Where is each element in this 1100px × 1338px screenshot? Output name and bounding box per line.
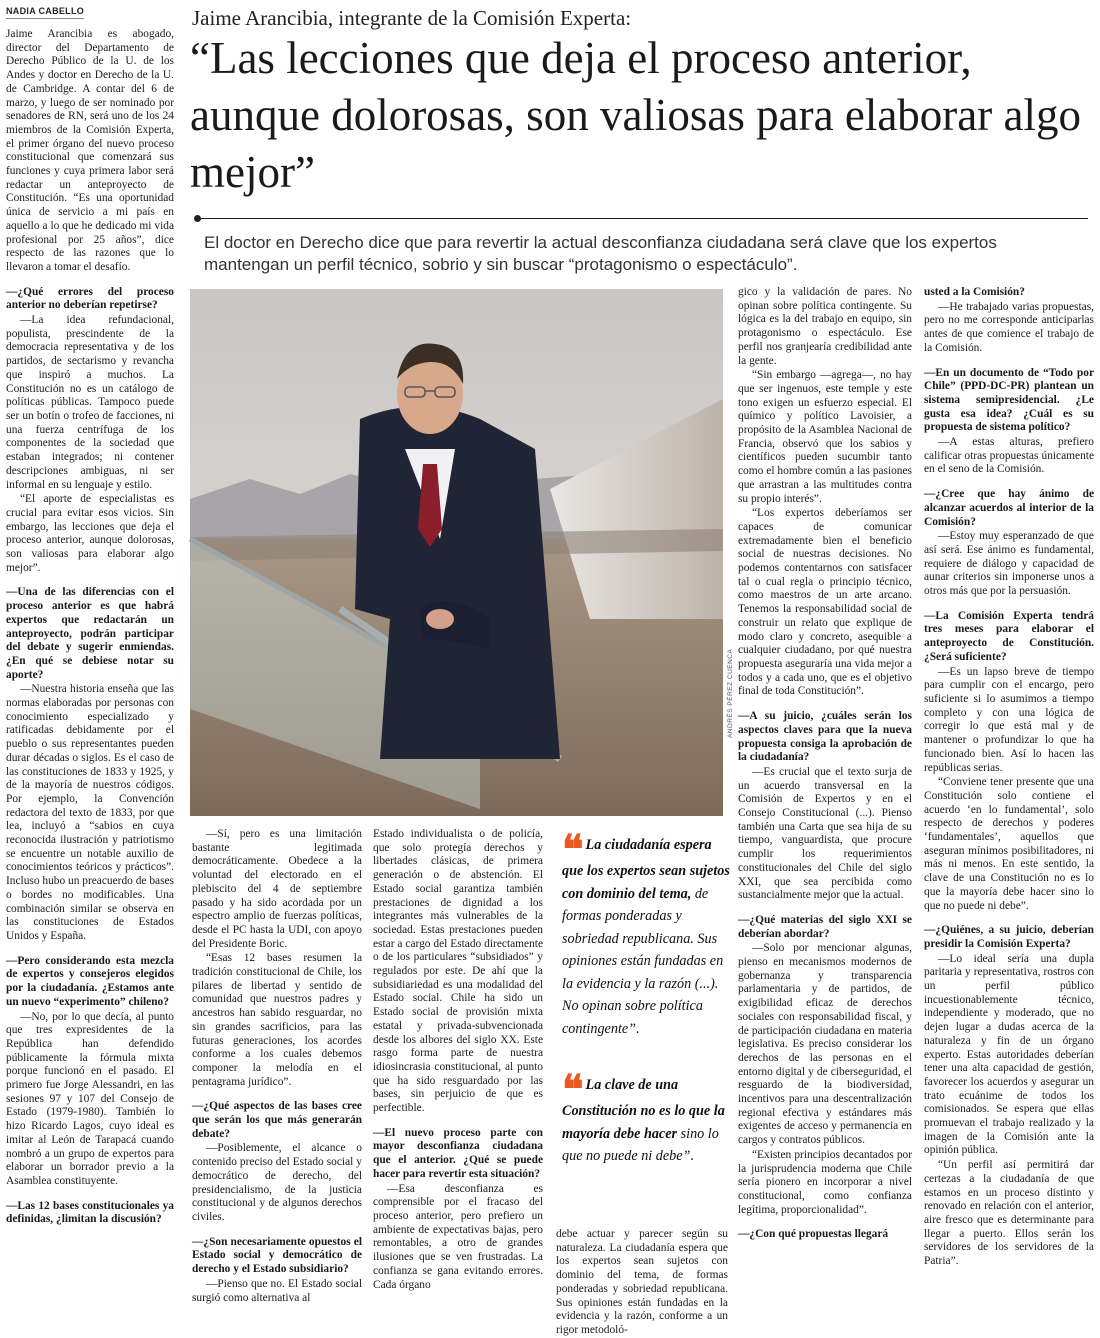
column-4 xyxy=(738,286,912,1320)
portrait-photo xyxy=(190,289,723,816)
question: —¿Cree que hay ánimo de alcanzar acuerdos al interior de la Comisión? xyxy=(924,488,1094,528)
column-2 xyxy=(192,828,362,1320)
answer: debe actuar y parecer según su naturaleza. La ciudadanía espera que los expertos sean sujetos con dominio del tema, de formas ponderadas y sobriedad republicana. Sus opiniones están fundadas en la evidencia y la razón, conforme a un rigor metodoló- xyxy=(556,1228,728,1336)
answer: “Conviene tener presente que una Constitución solo contiene el acuerdo ‘en lo fundamental’, solo respecto de derechos y poderes ‘fundamentales’, aquellos que aseguran mínimos posibilitadores, ni más ni menos. En este sentido, la clave de una Constitución no es lo que la mayoría debe hacer sino lo que no puede ni debe”. xyxy=(924,776,1094,912)
answer: —Sí, pero es una limitación bastante legitimada democráticamente. Obedece a la voluntad del electorado en el plebiscito del 4 de septiembre pasado y ha sido acordada por un espectro amplio de fuerzas políticas, desde el PC hasta la UDI, con apoyo del Presidente Boric. xyxy=(192,828,362,950)
column-3b xyxy=(556,1228,728,1336)
question: —Una de las diferencias con el proceso anterior es que habrá expertos que redactarán un anteproyecto, podrán participar del debate y sugerir enmiendas. ¿En qué se debiese notar su aporte? xyxy=(6,586,174,681)
question: —Las 12 bases constitucionales ya definidas, ¿limitan la discusión? xyxy=(6,1199,174,1226)
question: usted a la Comisión? xyxy=(924,286,1025,298)
question: —¿Quiénes, a su juicio, deberían presidir la Comisión Experta? xyxy=(924,924,1094,950)
headline: “Las lecciones que deja el proceso anterior, aunque dolorosas, son valiosas para elaborar algo mejor” xyxy=(190,33,1081,197)
answer: —Pienso que no. El Estado social surgió como alternativa al xyxy=(192,1277,362,1304)
pull-quote-text: de formas ponderadas y sobriedad republicana. Sus opiniones están fundadas en la evidencia y la razón (...). No opinan sobre política contingente”. xyxy=(562,885,724,1037)
answer: —Es un lapso breve de tiempo para cumplir con el encargo, pero suficiente si lo asumimos a tiempo completo y con una lógica de corregir lo que está mal y de mantener o profundizar lo que ha funcionado bien. Así lo hacen las repúblicas serias. xyxy=(924,665,1094,774)
pull-quote xyxy=(562,826,734,1040)
answer: Estado individualista o de policía, que solo protegía derechos y libertades clásicas, de primera generación o de abstención. El Estado social garantiza también prestaciones de dignidad a los integrantes más vulnerables de la sociedad. Estas prestaciones pueden estar a cargo del Estado directamente o de los particulares “subsidiados” y regulados por este. De ahí que la subsidiariedad es una modalidad del Estado social. Chile ha sido un Estado social de provisión mixta estatal y privada-subvencionada desde los albores del siglo XX. Este rasgo forma parte de nuestra idiosincrasia constitucional, al punto que ha sido resguardado por las bases, sin perjuicio de que es perfectible. xyxy=(373,828,543,1115)
question: —El nuevo proceso parte con mayor desconfianza ciudadana que el anterior. ¿Qué se puede hacer para revertir esta situación? xyxy=(373,1126,543,1180)
kicker: Jaime Arancibia, integrante de la Comisión Experta: xyxy=(192,6,632,30)
pull-quote-bold: La clave de una Constitución no es lo que la mayoría debe hacer xyxy=(562,1077,725,1142)
photo-credit: ANDRÉS PÉREZ CUENCA xyxy=(727,648,734,738)
answer: “Un perfil así permitirá dar certezas a la ciudadanía de que estamos en un proceso distinto y renovado en relación con el anterior, aire fresco que es determinante para llegar a puerto. Ellos serán los servidores de los servidores de la Patria”. xyxy=(924,1159,1094,1268)
answer: —No, por lo que decía, al punto que tres expresidentes de la República han defendido públicamente la fórmula mixta porque funcionó en el pasado. El primero fue Jorge Alessandri, en las sesiones 97 y 107 del Consejo de Estado (1979-1980). También lo hizo Ricardo Lagos, cuyo ideal es imitar al León de Tarapacá cuando nombró a un grupo de expertos para elaborar un borrador previo a la Asamblea constituyente. xyxy=(6,1010,174,1187)
question: —¿Con qué propuestas llegará xyxy=(738,1228,889,1241)
question: —En un documento de “Todo por Chile” (PPD-DC-PR) plantean un sistema semipresidencial. ¿Le gusta esa idea? ¿Cuál es su propuesta de sistema político? xyxy=(924,366,1094,434)
answer: “Existen principios decantados por la jurisprudencia moderna que Chile sería pionero en incorporar a nivel constitucional, como confianza legítima, proporcionalidad”. xyxy=(738,1148,912,1216)
pull-quote xyxy=(562,1066,734,1168)
question: —La Comisión Experta tendrá tres meses para elaborar el anteproyecto de Constitución. ¿Será suficiente? xyxy=(924,609,1094,663)
answer: —Estoy muy esperanzado de que así será. Ese ánimo es fundamental, requiere de diálogo y capacidad de aunar criterios sin imponerse unos a otros más que por la persuasión. xyxy=(924,530,1094,598)
column-1 xyxy=(6,28,174,1320)
answer: —La idea refundacional, populista, prescindente de la democracia representativa y de los partidos, de sectarismo y revancha que inspiró a muchos. La Constitución no es un catálogo de políticas públicas. Tampoco puede ser un botín o trofeo de facciones, ni una fuerza centrífuga de los componentes de la sociedad que estaban integrados; ni contener descripciones ambiguas, ni ser informal en su lenguaje y estilo. xyxy=(6,314,174,491)
answer: —He trabajado varias propuestas, pero no me corresponde anticiparlas antes de que comience el trabajo de la Comisión. xyxy=(924,300,1094,354)
answer: —Posiblemente, el alcance o contenido preciso del Estado social y democrático de derecho, del presidencialismo, de la justicia constitucional y de algunos derechos civiles. xyxy=(192,1142,362,1223)
pull-quote-text: sino lo que no puede ni debe”. xyxy=(562,1125,719,1164)
question: —¿Qué aspectos de las bases cree que serán los que más generarán debate? xyxy=(192,1100,362,1140)
intro-paragraph: Jaime Arancibia es abogado, director del Departamento de Derecho Público de la U. de los Andes y doctor en Derecho de la U. de Cambridge. A contar del 6 de marzo, y luego de ser nominado por senadores de RN, será uno de los 24 miembros de la Comisión Experta, el primer órgano del nuevo proceso constitucional que comenzará sus funciones y cuya primera labor será redactar un anteproyecto de Constitución. “Es una oportunidad única de servicio a mi país en aquello a lo que he dedicado mi vida profesional por 25 años”, dice respecto de las razones que lo llevaron a tomar el desafío. xyxy=(6,28,174,273)
column-5 xyxy=(924,286,1094,1320)
divider xyxy=(198,218,1088,219)
answer: “Esas 12 bases resumen la tradición constitucional de Chile, los pilares de libertad y sentido de comunidad que nuestros padres y ancestros han sabido resguardar, no sin grandes sacrificios, para las futuras generaciones, los acordes conforme a los cuales debemos componer la melodía en el pentagrama jurídico”. xyxy=(192,952,362,1088)
answer: —Es crucial que el texto surja de un acuerdo transversal en la Comisión de Expertos y en el Consejo Constitucional (...). Pienso también una Carta que sea hija de su tiempo, vanguardista, que procure cumplir los requerimientos constitucionales del Chile del siglo XXI, que sea percibida como sustancialmente mejor que la actual. xyxy=(738,765,912,902)
answer: “Los expertos deberíamos ser capaces de comunicar extremadamente bien el beneficio social de nuestras decisiones. No podemos contentarnos con satisfacer tal o cual regla o principio técnico, como maestros de un arte arcano. Tenemos la responsabilidad social de construir un relato que explique de modo claro y concreto, asequible a cualquier ciudadano, por qué nuestra propuesta aseguraría una vida mejor a todos y a cada uno, que es el objetivo final de toda Constitución”. xyxy=(738,507,912,698)
question: —Pero considerando esta mezcla de expertos y consejeros elegidos por la ciudadanía. ¿Estamos ante un nuevo “experimento” chileno? xyxy=(6,954,174,1008)
answer: —Nuestra historia enseña que las normas elaboradas por personas con conocimiento especializado y ratificadas debidamente por el pueblo o sus representantes pueden durar décadas o siglos. Es el caso de las constituciones de 1833 y 1925, y de la mayoría de nuestros códigos. Por ejemplo, la Convención redactora del texto de 1833, por que lea, incluyó a “sabios en cuya reconocida ilustración y patriotismo se encuentre un notable auxilio de conocimientos teóricos y prácticos”. Incluso hubo un preacuerdo de bases o bordes no modificables. Una combinación similar se observa en las constituciones de Estados Unidos y España. xyxy=(6,683,174,942)
column-3 xyxy=(373,828,543,1320)
quote-mark-icon: ❝ xyxy=(562,1066,584,1113)
answer: —Lo ideal sería una dupla paritaria y representativa, rostros con un perfil público incuestionablemente técnico, independiente y moderado, que no dejen lugar a dudas acerca de la naturaleza y fin de un órgano experto. Estas autoridades deberían tener una alta capacidad de gestión, favorecer los acuerdos y asegurar un trato ecuánime de todos los comisionados. Se espera que ellas promuevan el trabajo realizado y la imagen de la Comisión ante la opinión pública. xyxy=(924,952,1094,1157)
answer: —Esa desconfianza es comprensible por el fracaso del proceso anterior, pero prefiero un ambiente de expectativas bajas, pero remontables, a otro de grandes ilusiones que se ven frustradas. La confianza se gana evitando errores. Cada órgano xyxy=(373,1182,543,1291)
question: —A su juicio, ¿cuáles serán los aspectos claves para que la nueva propuesta consiga la aprobación de la ciudadanía? xyxy=(738,710,912,764)
deck: El doctor en Derecho dice que para revertir la actual desconfianza ciudadana será clave que los expertos mantengan un perfil técnico, sobrio y sin buscar “protagonismo o espectáculo”. xyxy=(204,233,997,274)
answer: —Solo por mencionar algunas, pienso en mecanismos modernos de gobernanza y transparencia parlamentaria y de partidos, de exigibilidad eficaz de derechos sociales con responsabilidad fiscal, y de participación ciudadana en materia legislativa. Es preciso considerar los derechos de las personas en el entorno digital y de ciberseguridad, el resguardo de la biodiversidad, incentivos para una descentralización regional efectiva y estándares más exigentes de acceso y permanencia en cargos y contratos públicos. xyxy=(738,942,912,1147)
question: —¿Son necesariamente opuestos el Estado social y democrático de derecho y el Estado subsidiario? xyxy=(192,1235,362,1276)
answer: gico y la validación de pares. No opinan sobre política contingente. Su lógica es la del trabajo en equipo, sin protagonismo o espectáculo. Ese perfil nos granjearía credibilidad ante la gente. xyxy=(738,286,912,367)
question: —¿Qué materias del siglo XXI se deberían abordar? xyxy=(738,913,912,940)
byline: NADIA CABELLO xyxy=(6,6,84,19)
answer: “El aporte de especialistas es crucial para evitar esos vicios. Sin embargo, las lecciones que deja el proceso anterior, aunque dolorosas, son valiosas para elaborar algo mejor”. xyxy=(6,493,174,574)
question: —¿Qué errores del proceso anterior no deberían repetirse? xyxy=(6,285,174,312)
pull-quote-bold: La ciudadanía espera que los expertos sean sujetos con dominio del tema, xyxy=(562,837,730,902)
quote-mark-icon: ❝ xyxy=(562,826,584,873)
answer: “Sin embargo —agrega—, no hay que ser ingenuos, este temple y este tono exigen un esfuerzo especial. El químico y político Lavoisier, a propósito de la Asamblea Nacional de Francia, observó que los sabios y científicos pueden sucumbir tanto como el hombre común a las pasiones que arrastran a las multitudes contra su propio interés”. xyxy=(738,369,912,505)
answer: —A estas alturas, prefiero calificar otras propuestas únicamente en el seno de la Comisión. xyxy=(924,436,1094,476)
